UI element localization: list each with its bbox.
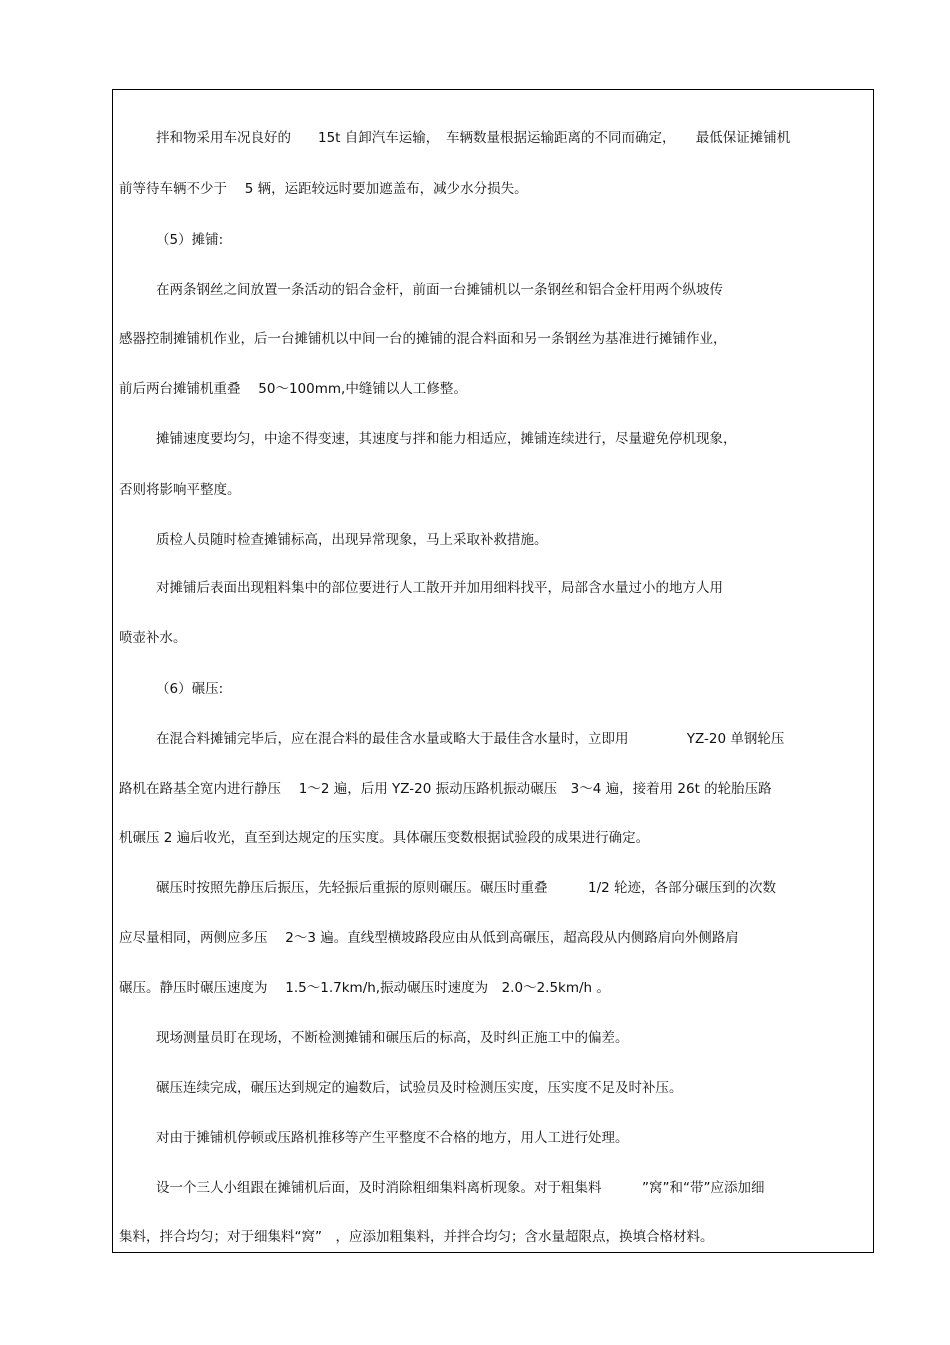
paragraph-line: 拌和物采用车况良好的 15t 自卸汽车运输， 车辆数量根据运输距离的不同而确定， 最低保证摊铺机 <box>156 130 791 146</box>
paragraph-line: 设一个三人小组跟在摊铺机后面，及时消除粗细集料离析现象。对于粗集料 ”窝”和“带”应添加细 <box>156 1180 765 1196</box>
paragraph-line: 对摊铺后表面出现粗料集中的部位要进行人工散开并加用细料找平，局部含水量过小的地方人用 <box>156 580 723 596</box>
paragraph-line: 现场测量员盯在现场，不断检测摊铺和碾压后的标高，及时纠正施工中的偏差。 <box>156 1030 629 1046</box>
paragraph-line: 喷壶补水。 <box>119 630 187 646</box>
paragraph-line: 碾压。静压时碾压速度为 1.5～1.7km/h,振动碾压时速度为 2.0～2.5km/h 。 <box>119 980 610 996</box>
section-heading-paving: （5）摊铺: <box>156 232 224 248</box>
paragraph-line: 摊铺速度要均匀，中途不得变速，其速度与拌和能力相适应，摊铺连续进行，尽量避免停机现象， <box>156 431 737 447</box>
paragraph-line: 感器控制摊铺机作业，后一台摊铺机以中间一台的摊铺的混合料面和另一条钢丝为基准进行摊铺作业， <box>119 331 727 347</box>
paragraph-line: 碾压时按照先静压后振压，先轻振后重振的原则碾压。碾压时重叠 1/2 轮迹，各部分碾压到的次数 <box>156 880 777 896</box>
paragraph-line: 质检人员随时检查摊铺标高，出现异常现象，马上采取补救措施。 <box>156 532 548 548</box>
paragraph-line: 集料，拌合均匀；对于细集料“窝” ，应添加粗集料，并拌合均匀；含水量超限点，换填合格材料。 <box>119 1229 714 1245</box>
paragraph-line: 前等待车辆不少于 5 辆，运距较远时要加遮盖布，减少水分损失。 <box>119 181 528 197</box>
paragraph-line: 否则将影响平整度。 <box>119 482 241 498</box>
paragraph-line: 在混合料摊铺完毕后，应在混合料的最佳含水量或略大于最佳含水量时，立即用 YZ-20 单钢轮压 <box>156 731 785 747</box>
paragraph-line: 应尽量相同，两侧应多压 2～3 遍。直线型横坡路段应由从低到高碾压，超高段从内侧路肩向外侧路肩 <box>119 930 739 946</box>
paragraph-line: 机碾压 2 遍后收光，直至到达规定的压实度。具体碾压变数根据试验段的成果进行确定。 <box>119 830 650 846</box>
paragraph-line: 前后两台摊铺机重叠 50～100mm,中缝铺以人工修整。 <box>119 381 467 397</box>
paragraph-line: 对由于摊铺机停顿或压路机推移等产生平整度不合格的地方，用人工进行处理。 <box>156 1130 629 1146</box>
paragraph-line: 路机在路基全宽内进行静压 1～2 遍，后用 YZ-20 振动压路机振动碾压 3～4 遍，接着用 26t 的轮胎压路 <box>119 781 772 797</box>
paragraph-line: 在两条钢丝之间放置一条活动的铝合金杆，前面一台摊铺机以一条钢丝和铝合金杆用两个纵坡传 <box>156 282 723 298</box>
section-heading-rolling: （6）碾压: <box>156 681 224 697</box>
paragraph-line: 碾压连续完成，碾压达到规定的遍数后，试验员及时检测压实度，压实度不足及时补压。 <box>156 1080 683 1096</box>
